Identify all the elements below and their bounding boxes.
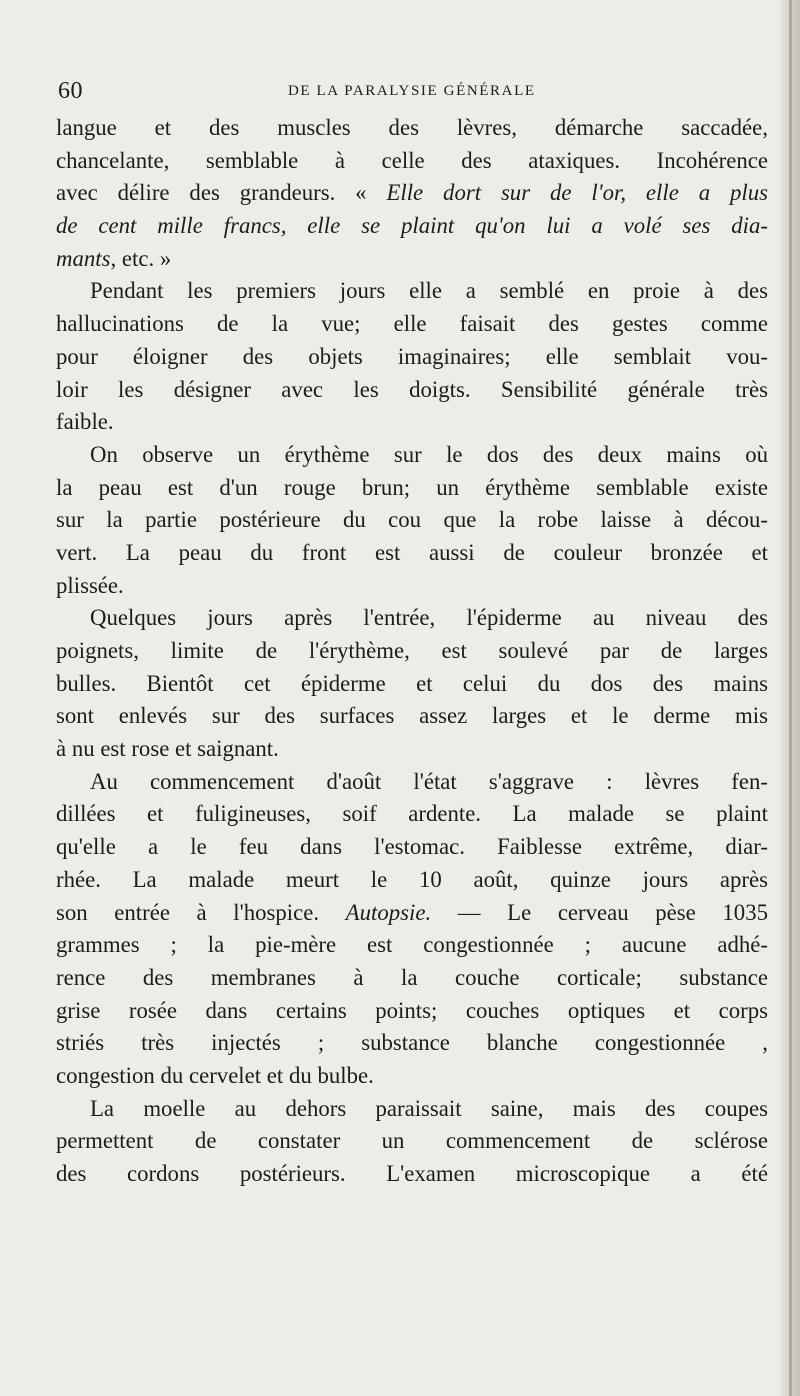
text-line [56, 897, 768, 930]
text-run: poignets, limite de l'érythème, est soulevé par de larges [56, 638, 768, 663]
text-line [56, 504, 768, 537]
running-title: DE LA PARALYSIE GÉNÉRALE [288, 83, 536, 99]
text-run: rence des membranes à la couche corticale; substance [56, 964, 768, 990]
text-line [56, 1125, 768, 1158]
text-run: plissée. [56, 572, 124, 598]
text-line [56, 798, 768, 831]
text-run: langue et des muscles des lèvres, démarche saccadée, [56, 115, 768, 140]
text-run: faible. [56, 409, 114, 435]
text-line [56, 766, 768, 799]
text-line [56, 472, 768, 505]
text-run: striés très injectés ; substance blanche congestionnée , [56, 1030, 768, 1056]
text-line [56, 929, 768, 962]
text-line [56, 1027, 768, 1060]
text-run: dillées et fuligineuses, soif ardente. La malade se plaint [56, 801, 768, 827]
text-line [56, 602, 768, 635]
text-line [56, 864, 768, 897]
italic-text: Autopsie. [345, 899, 432, 925]
text-run: congestion du cervelet et du bulbe. [56, 1062, 374, 1088]
text-line [56, 635, 768, 668]
page-content [56, 78, 768, 1191]
text-line [56, 177, 768, 210]
text-line [56, 308, 768, 341]
text-run: loir les désigner avec les doigts. Sensibilité générale très [56, 376, 768, 402]
text-run: permettent de constater un commencement de sclérose [56, 1128, 768, 1154]
text-run: hallucinations de la vue; elle faisait des gestes comme [56, 311, 768, 337]
text-run: bulles. Bientôt cet épiderme et celui du dos des mains [56, 670, 768, 696]
text-line [56, 112, 768, 145]
text-run: sont enlevés sur des surfaces assez larges et le derme mis [56, 703, 768, 729]
text-run: — Le cerveau pèse 1035 [431, 899, 768, 925]
italic-text: de cent mille francs, elle se plaint qu'on lui a volé ses dia- [56, 213, 768, 239]
text-run: grammes ; la pie-mère est congestionnée ; aucune adhé- [56, 932, 768, 958]
text-line [56, 374, 768, 407]
text-line [56, 962, 768, 995]
text-line [56, 668, 768, 701]
text-run: pour éloigner des objets imaginaires; elle semblait vou- [56, 343, 768, 369]
text-line [56, 406, 768, 439]
text-run: vert. La peau du front est aussi de couleur bronzée et [56, 539, 768, 565]
text-run: la peau est d'un rouge brun; un érythème semblable existe [56, 474, 768, 500]
italic-text: Elle dort sur de l'or, elle a plus [386, 180, 768, 206]
text-run: qu'elle a le feu dans l'estomac. Faiblesse extrême, diar- [56, 834, 768, 860]
body-text [56, 112, 768, 1191]
text-run: avec délire des grandeurs. « [56, 180, 387, 206]
text-line [56, 439, 768, 472]
text-line [56, 1093, 768, 1126]
running-head [56, 78, 768, 108]
page-edge-line [789, 0, 792, 1396]
text-run: La moelle au dehors paraissait saine, mais des coupes [90, 1095, 768, 1121]
text-run: rhée. La malade meurt le 10 août, quinze jours après [56, 866, 768, 892]
text-line [56, 700, 768, 733]
text-line [56, 1060, 768, 1093]
text-line [56, 210, 768, 243]
text-run: , etc. » [110, 245, 172, 271]
text-line [56, 995, 768, 1028]
text-run: sur la partie postérieure du cou que la robe laisse à décou- [56, 507, 768, 533]
text-run: chancelante, semblable à celle des ataxiques. Incohérence [56, 147, 768, 173]
text-line [56, 570, 768, 603]
text-run: grise rosée dans certains points; couches optiques et corps [56, 997, 768, 1023]
text-run: à nu est rose et saignant. [56, 736, 279, 762]
text-line [56, 145, 768, 178]
text-run: des cordons postérieurs. L'examen microscopique a été [56, 1161, 768, 1186]
text-line [56, 831, 768, 864]
text-run: son entrée à l'hospice. [56, 899, 346, 925]
text-run: Quelques jours après l'entrée, l'épiderme au niveau des [90, 605, 768, 631]
italic-text: mants [56, 245, 111, 271]
text-run: On observe un érythème sur le dos des deux mains où [90, 441, 768, 467]
text-run: Au commencement d'août l'état s'aggrave : lèvres fen- [90, 768, 768, 794]
text-line [56, 341, 768, 374]
text-line [56, 275, 768, 308]
page-number: 60 [58, 78, 83, 104]
text-line [56, 243, 768, 276]
text-line [56, 537, 768, 570]
text-line [56, 1158, 768, 1191]
text-run: Pendant les premiers jours elle a semblé en proie à des [90, 278, 768, 304]
text-line [56, 733, 768, 766]
